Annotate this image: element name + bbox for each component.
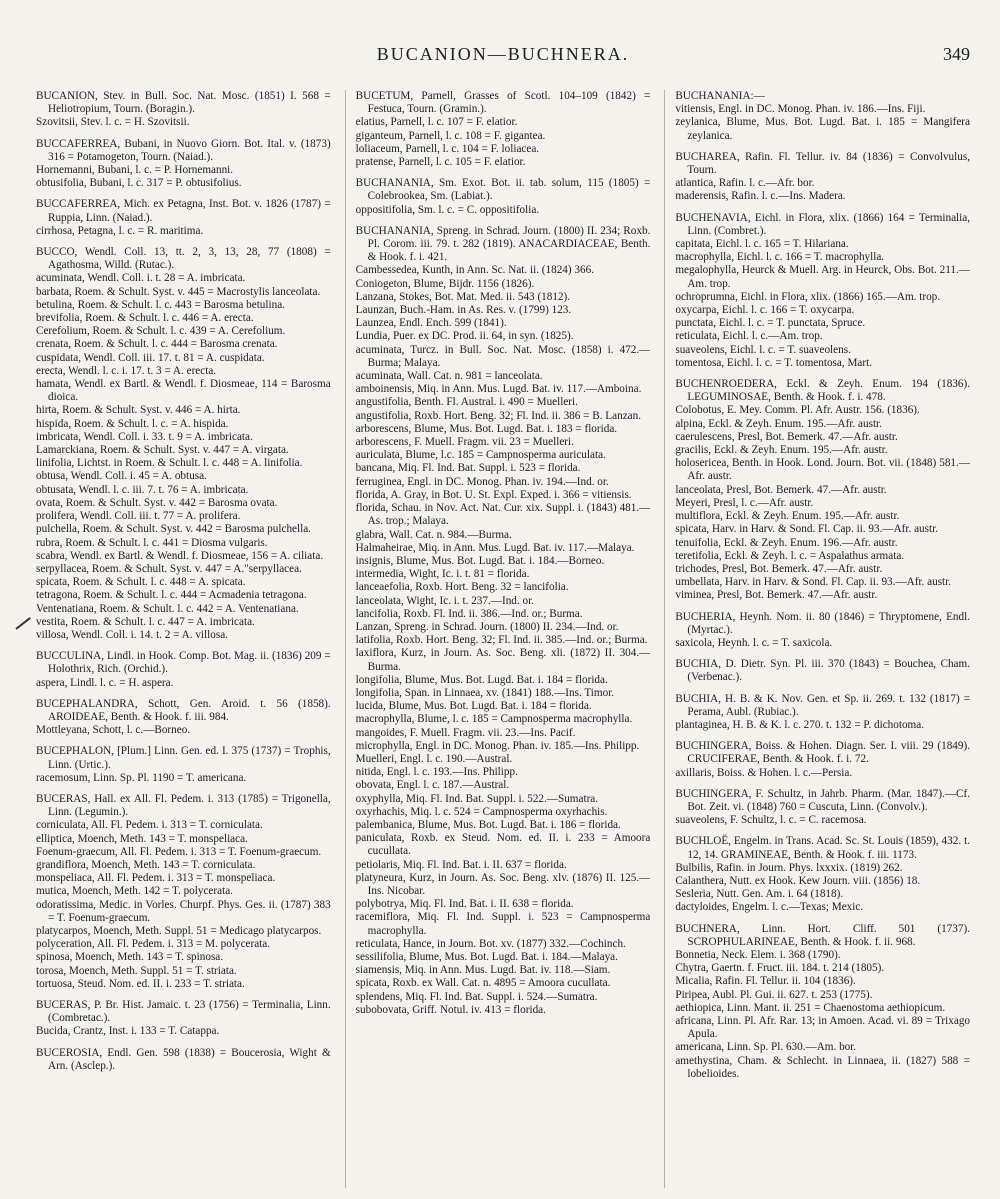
entry-subline: macrophylla, Eichl. l. c. 166 = T. macrophylla. <box>675 251 885 264</box>
dictionary-entry <box>36 1047 331 1073</box>
entry-subline: spicata, Roem. & Schult. l. c. 448 = A. spicata. <box>36 576 246 589</box>
entry-subline: corniculata, All. Fl. Pedem. i. 313 = T. corniculata. <box>36 819 263 832</box>
entry-subline: Ventenatiana, Roem. & Schult. l. c. 442 = A. Ventenatiana. <box>36 602 299 615</box>
entry-heading: BUCEPHALANDRA, Schott, Gen. Aroid. t. 56 (1858). AROIDEAE, Benth. & Hook. f. iii. 984. <box>36 697 331 723</box>
entry-subline: aspera, Lindl. l. c. = H. aspera. <box>36 676 174 689</box>
dictionary-entry <box>675 90 970 143</box>
entry-subline: Bonnetia, Neck. Elem. i. 368 (1790). <box>675 948 841 961</box>
entry-heading: BUCHENAVIA, Eichl. in Flora, xlix. (1866) 164 = Terminalia, Linn. (Combret.). <box>675 211 971 237</box>
dictionary-entry <box>675 923 970 1081</box>
entry-subline: platyneura, Kurz, in Journ. As. Soc. Beng. xlv. (1876) II. 125.—Ins. Nicobar. <box>355 871 651 897</box>
entry-subline: ochroprumna, Eichl. in Flora, xlix. (1866) 165.—Am. trop. <box>675 290 941 303</box>
dictionary-entry <box>36 138 331 191</box>
entry-subline: obtusata, Wendl. l. c. iii. 7. t. 76 = A. imbricata. <box>36 483 249 496</box>
entry-subline: angustifolia, Roxb. Hort. Beng. 32; Fl. Ind. ii. 386 = B. Lanzan. <box>355 409 642 422</box>
entry-subline: grandiflora, Moench, Meth. 143 = T. corniculata. <box>36 858 256 871</box>
entry-subline: elatius, Parnell, l. c. 107 = F. elatior. <box>355 116 518 129</box>
entry-subline: dactyloides, Engelm. l. c.—Texas; Mexic. <box>675 901 864 914</box>
entry-subline: Mottleyana, Schott, l. c.—Borneo. <box>36 724 191 737</box>
text-columns <box>36 90 970 1188</box>
dictionary-entry <box>36 698 331 738</box>
entry-subline: Micalia, Rafin. Fl. Tellur. ii. 104 (1836). <box>675 975 856 988</box>
entry-subline: viminea, Presl, Bot. Bemerk. 47.—Afr. austr. <box>675 589 878 602</box>
dictionary-entry <box>36 246 331 642</box>
entry-subline: teretifolia, Eckl. & Zeyh. l. c. = Aspalathus armata. <box>675 549 905 562</box>
entry-subline: oxyrhachis, Miq. l. c. 524 = Campnosperma oxyrhachis. <box>355 805 608 818</box>
entry-subline: monspeliaca, All. Fl. Pedem. i. 313 = T. monspeliaca. <box>36 872 276 885</box>
margin-pencil-mark <box>15 617 30 630</box>
entry-heading: BUCEPHALON, [Plum.] Linn. Gen. ed. I. 375 (1737) = Trophis, Linn. (Urtic.). <box>36 745 331 771</box>
entry-subline: rubra, Roem. & Schult. l. c. 441 = Diosma vulgaris. <box>36 536 268 549</box>
column-1 <box>36 90 331 1188</box>
entry-heading: BUCHANANIA, Sm. Exot. Bot. ii. tab. solum, 115 (1805) = Colebrookea, Sm. (Labiat.). <box>355 177 651 203</box>
entry-subline: spicata, Roxb. ex Wall. Cat. n. 4895 = Amoora cucullata. <box>355 977 611 990</box>
entry-heading: BUCCO, Wendl. Coll. 13, tt. 2, 3, 13, 28, 77 (1808) = Agathosma, Willd. (Rutac.). <box>36 246 331 272</box>
entry-subline: glabra, Wall. Cat. n. 984.—Burma. <box>355 528 512 541</box>
entry-heading: BUCCAFERREA, Mich. ex Petagna, Inst. Bot. v. 1826 (1787) = Ruppia, Linn. (Naiad.). <box>36 198 331 224</box>
entry-subline: oxyphylla, Miq. Fl. Ind. Bat. Suppl. i. 522.—Sumatra. <box>355 792 599 805</box>
entry-heading: BUCHINGERA, F. Schultz, in Jahrb. Pharm. (Mar. 1847).—Cf. Bot. Zeit. vi. (1848) 760 = Cuscuta, Linn. (Convolv.). <box>675 787 971 813</box>
entry-subline: Cerefolium, Roem. & Schult. l. c. 439 = A. Cerefolium. <box>36 325 286 338</box>
entry-subline: Coniogeton, Blume, Bijdr. 1156 (1826). <box>355 277 535 290</box>
entry-subline: vitiensis, Engl. in DC. Monog. Phan. iv. 186.—Ins. Fiji. <box>675 103 926 116</box>
entry-subline: polyceration, All. Fl. Pedem. i. 313 = M. polycerata. <box>36 938 271 951</box>
entry-subline: lanceaefolia, Roxb. Hort. Beng. 32 = lancifolia. <box>355 581 569 594</box>
entry-heading: BUCEROSIA, Endl. Gen. 598 (1838) = Boucerosia, Wight & Arn. (Asclep.). <box>36 1046 331 1072</box>
dictionary-entry <box>36 650 331 690</box>
entry-heading: BUCHIA, H. B. & K. Nov. Gen. et Sp. ii. 269. t. 132 (1817) = Perama, Aubl. (Rubiac.). <box>675 692 971 718</box>
entry-subline: cuspidata, Wendl. Coll. iii. 17. t. 81 = A. cuspidata. <box>36 351 265 364</box>
dictionary-entry <box>36 745 331 785</box>
entry-subline: Szovitsii, Stev. l. c. = H. Szovitsii. <box>36 116 190 129</box>
entry-subline: florida, Schau. in Nov. Act. Nat. Cur. xix. Suppl. i. (1843) 481.—As. trop.; Malaya. <box>355 502 651 528</box>
entry-subline: mutica, Moench, Meth. 142 = T. polycerata. <box>36 885 233 898</box>
entry-subline: tetragona, Roem. & Schult. l. c. 444 = Acmadenia tetragona. <box>36 589 307 602</box>
entry-subline: Sesleria, Nutt. Gen. Am. i. 64 (1818). <box>675 888 844 901</box>
entry-subline: acuminata, Wendl. Coll. i. t. 28 = A. imbricata. <box>36 272 246 285</box>
entry-subline: Calanthera, Nutt. ex Hook. Kew Journ. viii. (1856) 18. <box>675 874 921 887</box>
entry-subline: Lundia, Puer. ex DC. Prod. ii. 64, in syn. (1825). <box>355 330 574 343</box>
entry-subline: longifolia, Span. in Linnaea, xv. (1841) 188.—Ins. Timor. <box>355 686 615 699</box>
dictionary-entry <box>36 90 331 130</box>
dictionary-entry <box>36 999 331 1039</box>
entry-subline: betulina, Roem. & Schult. l. c. 443 = Barosma betulina. <box>36 298 285 311</box>
column-3 <box>664 90 970 1188</box>
entry-subline: paniculata, Roxb. ex Steud. Nom. ed. II. i. 233 = Amoora cucullata. <box>355 832 651 858</box>
entry-subline: angustifolia, Benth. Fl. Austral. i. 490 = Muelleri. <box>355 396 578 409</box>
dictionary-entry <box>675 693 970 733</box>
entry-subline: hirta, Roem. & Schult. Syst. v. 446 = A. hirta. <box>36 404 241 417</box>
dictionary-entry <box>675 611 970 651</box>
entry-subline: Muelleri, Engl. l. c. 190.—Austral. <box>355 752 513 765</box>
entry-heading: BUCERAS, Hall. ex All. Fl. Pedem. i. 313 (1785) = Trigonella, Linn. (Legumin.). <box>36 792 331 819</box>
entry-heading: BUCCAFERREA, Bubani, in Nuovo Giorn. Bot. Ital. v. (1873) 316 = Potamogeton, Tourn. (Naiad.). <box>36 137 331 163</box>
entry-subline: florida, A. Gray, in Bot. U. St. Expl. Exped. i. 366 = vitiensis. <box>355 488 632 501</box>
entry-subline: torosa, Moench, Meth. Suppl. 51 = T. striata. <box>36 964 237 977</box>
entry-subline: intermedia, Wight, Ic. i. t. 81 = florida. <box>355 568 530 581</box>
entry-heading: BUCHINGERA, Boiss. & Hohen. Diagn. Ser. I. viii. 29 (1849). CRUCIFERAE, Benth. & Hook. f. i. 72. <box>675 740 971 766</box>
dictionary-entry <box>675 378 970 602</box>
running-head: BUCANION—BUCHNERA. <box>376 44 630 64</box>
dictionary-entry <box>675 151 970 204</box>
entry-heading: BUCERAS, P. Br. Hist. Jamaic. t. 23 (1756) = Terminalia, Linn. (Combretac.). <box>36 999 331 1025</box>
entry-subline: longifolia, Blume, Mus. Bot. Lugd. Bat. i. 184 = florida. <box>355 673 608 686</box>
entry-heading: BUCHAREA, Rafin. Fl. Tellur. iv. 84 (1836) = Convolvulus, Tourn. <box>675 150 971 177</box>
dictionary-entry <box>36 793 331 991</box>
entry-subline: oppositifolia, Sm. l. c. = C. oppositifolia. <box>355 203 540 216</box>
entry-heading: BUCANION, Stev. in Bull. Soc. Nat. Mosc. (1851) I. 568 = Heliotropium, Tourn. (Boragin.). <box>36 90 331 116</box>
page-header <box>36 44 970 74</box>
entry-subline: Chytra, Gaertn. f. Fruct. iii. 184. t. 214 (1805). <box>675 962 885 975</box>
dictionary-entry <box>675 740 970 780</box>
entry-subline: insignis, Blume, Mus. Bot. Lugd. Bat. i. 184.—Borneo. <box>355 554 605 567</box>
entry-subline: tenuifolia, Eckl. & Zeyh. Enum. 196.—Afr. austr. <box>675 536 898 549</box>
entry-subline: Halmaheirae, Miq. in Ann. Mus. Lugd. Bat. iv. 117.—Malaya. <box>355 541 635 554</box>
entry-subline: erecta, Wendl. l. c. i. 17. t. 3 = A. erecta. <box>36 364 217 377</box>
entry-subline: Lanzana, Stokes, Bot. Mat. Med. ii. 543 (1812). <box>355 290 571 303</box>
entry-subline: oxycarpa, Eichl. l. c. 166 = T. oxycarpa. <box>675 304 855 317</box>
entry-subline: linifolia, Lichtst. in Roem. & Schult. l. c. 448 = A. linifolia. <box>36 457 303 470</box>
entry-subline: acuminata, Turcz. in Bull. Soc. Nat. Mosc. (1858) i. 472.—Burma; Malaya. <box>355 343 651 369</box>
entry-subline: Lamarckiana, Roem. & Schult. Syst. v. 447 = A. virgata. <box>36 444 289 457</box>
entry-subline: gracilis, Eckl. & Zeyh. Enum. 195.—Afr. austr. <box>675 444 888 457</box>
entry-subline: splendens, Miq. Fl. Ind. Bat. Suppl. i. 524.—Sumatra. <box>355 990 598 1003</box>
entry-subline: tomentosa, Eichl. l. c. = T. tomentosa, Mart. <box>675 356 873 369</box>
entry-subline: lucida, Blume, Mus. Bot. Lugd. Bat. i. 184 = florida. <box>355 700 592 713</box>
dictionary-entry <box>675 212 970 370</box>
entry-subline: crenata, Roem. & Schult. l. c. 444 = Barosma crenata. <box>36 338 278 351</box>
entry-heading: BUCHLOË, Engelm. in Trans. Acad. Sc. St. Louis (1859), 432. t. 12, 14. GRAMINEAE, Benth. & Hook. f. iii. 1173. <box>675 835 971 861</box>
entry-heading: BUCHANANIA:— <box>675 90 765 102</box>
entry-subline: punctata, Eichl. l. c. = T. punctata, Spruce. <box>675 317 866 330</box>
dictionary-entry <box>675 788 970 828</box>
entry-subline: odoratissima, Medic. in Vorles. Churpf. Phys. Ges. ii. (1787) 383 = T. Foenum-graecum. <box>36 898 331 924</box>
entry-subline: imbricata, Wendl. Coll. i. 33. t. 9 = A. imbricata. <box>36 430 253 443</box>
entry-subline: arborescens, F. Muell. Fragm. vii. 23 = Muelleri. <box>355 436 574 449</box>
entry-subline: cirrhosa, Petagna, l. c. = R. maritima. <box>36 224 204 237</box>
entry-subline: ovata, Roem. & Schult. Syst. v. 442 = Barosma ovata. <box>36 496 278 509</box>
entry-subline: obtusa, Wendl. Coll. i. 45 = A. obtusa. <box>36 470 207 483</box>
entry-subline: amboinensis, Miq. in Ann. Mus. Lugd. Bat. iv. 117.—Amboina. <box>355 383 642 396</box>
entry-subline: brevifolia, Roem. & Schult. l. c. 446 = A. erecta. <box>36 312 254 325</box>
entry-subline: pulchella, Roem. & Schult. Syst. v. 442 = Barosma pulchella. <box>36 523 311 536</box>
entry-subline: Lanzan, Spreng. in Schrad. Journ. (1800) II. 234.—Ind. or. <box>355 620 619 633</box>
entry-subline: Launzan, Buch.-Ham. in As. Res. v. (1799) 123. <box>355 304 572 317</box>
entry-subline: africana, Linn. Pl. Afr. Rar. 13; in Amoen. Acad. vi. 89 = Trixago Apula. <box>675 1015 971 1041</box>
entry-subline: capitata, Eichl. l. c. 165 = T. Hilariana. <box>675 238 849 251</box>
entry-subline: Meyeri, Presl, l. c.—Afr. austr. <box>675 496 814 509</box>
column-2 <box>345 90 651 1188</box>
entry-subline: palembanica, Blume, Mus. Bot. Lugd. Bat. i. 186 = florida. <box>355 818 621 831</box>
entry-subline: aethiopica, Linn. Mant. ii. 251 = Chaenostoma aethiopicum. <box>675 1001 946 1014</box>
entry-subline: serpyllacea, Roem. & Schult. Syst. v. 447 = A."serpyllacea. <box>36 562 302 575</box>
entry-subline: axillaris, Boiss. & Hohen. l. c.—Persia. <box>675 766 853 779</box>
entry-subline: villosa, Wendl. Coll. i. 14. t. 2 = A. villosa. <box>36 628 228 641</box>
entry-heading: BUCHERIA, Heynh. Nom. ii. 80 (1846) = Thryptomene, Endl. (Myrtac.). <box>675 610 971 636</box>
entry-subline: multiflora, Eckl. & Zeyh. Enum. 195.—Afr. austr. <box>675 510 900 523</box>
entry-subline: suaveolens, Eichl. l. c. = T. suaveolens. <box>675 343 851 356</box>
entry-subline: Bucida, Crantz, Inst. i. 133 = T. Catappa. <box>36 1025 220 1038</box>
entry-subline: megalophylla, Heurck & Muell. Arg. in Heurck, Obs. Bot. 211.—Am. trop. <box>675 264 971 290</box>
entry-subline: acuminata, Wall. Cat. n. 981 = lanceolata. <box>355 370 543 383</box>
entry-subline: maderensis, Rafin. l. c.—Ins. Madera. <box>675 190 846 203</box>
entry-subline: umbellata, Harv. in Harv. & Sond. Fl. Cap. ii. 93.—Afr. austr. <box>675 576 952 589</box>
entry-subline: elliptica, Moench, Meth. 143 = T. monspeliaca. <box>36 832 248 845</box>
dictionary-entry <box>356 90 651 169</box>
entry-subline: hispida, Roem. & Schult. l. c. = A. hispida. <box>36 417 229 430</box>
entry-subline: saxicola, Heynh. l. c. = T. saxicola. <box>675 636 833 649</box>
entry-subline: vestita, Roem. & Schult. l. c. 447 = A. imbricata. <box>36 615 255 628</box>
entry-subline: holosericea, Benth. in Hook. Lond. Journ. Bot. vii. (1848) 581.—Afr. austr. <box>675 457 971 483</box>
entry-subline: racemiflora, Miq. Fl. Ind. Suppl. i. 523 = Campnosperma macrophylla. <box>355 911 651 937</box>
entry-subline: Launzea, Endl. Ench. 599 (1841). <box>355 317 507 330</box>
entry-subline: auriculata, Blume, l.c. 185 = Campnosperma auriculata. <box>355 449 606 462</box>
entry-subline: zeylanica, Blume, Mus. Bot. Lugd. Bat. i. 185 = Mangifera zeylanica. <box>675 116 971 142</box>
entry-subline: alpina, Eckl. & Zeyh. Enum. 195.—Afr. austr. <box>675 417 882 430</box>
entry-subline: racemosum, Linn. Sp. Pl. 1190 = T. americana. <box>36 771 247 784</box>
entry-heading: BUCETUM, Parnell, Grasses of Scotl. 104–109 (1842) = Festuca, Tourn. (Gramin.). <box>355 90 651 116</box>
entry-subline: americana, Linn. Sp. Pl. 630.—Am. bor. <box>675 1041 857 1054</box>
entry-subline: atlantica, Rafin. l. c.—Afr. bor. <box>675 177 815 190</box>
entry-subline: loliaceum, Parnell, l. c. 104 = F. loliacea. <box>355 142 540 155</box>
entry-subline: plantaginea, H. B. & K. l. c. 270. t. 132 = P. dichotoma. <box>675 718 925 731</box>
entry-subline: Piripea, Aubl. Pl. Gui. ii. 627. t. 253 (1775). <box>675 988 873 1001</box>
entry-subline: platycarpos, Moench, Meth. Suppl. 51 = Medicago platycarpos. <box>36 924 322 937</box>
entry-subline: scabra, Wendl. ex Bartl. & Wendl. f. Diosmeae, 156 = A. ciliata. <box>36 549 324 562</box>
entry-heading: BUCHIA, D. Dietr. Syn. Pl. iii. 370 (1843) = Bouchea, Cham. (Verbenac.). <box>675 658 971 684</box>
entry-subline: Colobotus, E. Mey. Comm. Pl. Afr. Austr. 156. (1836). <box>675 404 920 417</box>
entry-subline: ferruginea, Engl. in DC. Monog. Phan. iv. 194.—Ind. or. <box>355 475 609 488</box>
entry-subline: tortuosa, Steud. Nom. ed. II. i. 233 = T. striata. <box>36 977 245 990</box>
dictionary-entry <box>675 658 970 684</box>
entry-subline: microphylla, Engl. in DC. Monog. Phan. iv. 185.—Ins. Philipp. <box>355 739 640 752</box>
entry-subline: siamensis, Miq. in Ann. Mus. Lugd. Bat. iv. 118.—Siam. <box>355 964 611 977</box>
dictionary-entry <box>356 177 651 217</box>
entry-subline: Hornemanni, Bubani, l. c. = P. Hornemanni. <box>36 164 234 177</box>
dictionary-entry <box>356 225 651 1017</box>
entry-subline: polybotrya, Miq. Fl. Ind. Bat. i. II. 638 = florida. <box>355 898 574 911</box>
entry-subline: pratense, Parnell, l. c. 105 = F. elatior. <box>355 156 526 169</box>
entry-subline: Cambessedea, Kunth, in Ann. Sc. Nat. ii. (1824) 366. <box>355 264 594 277</box>
entry-subline: macrophylla, Blume, l. c. 185 = Campnosperma macrophylla. <box>355 713 633 726</box>
entry-heading: BUCHANANIA, Spreng. in Schrad. Journ. (1800) II. 234; Roxb. Pl. Corom. iii. 79. t. 282 (1819). ANACARDIACEAE, Benth. & Hook. f. i. 421. <box>355 224 651 264</box>
entry-subline: trichodes, Presl, Bot. Bemerk. 47.—Afr. austr. <box>675 562 883 575</box>
entry-heading: BUCHNERA, Linn. Hort. Cliff. 501 (1737). SCROPHULARINEAE, Benth. & Hook. f. ii. 968. <box>675 922 971 948</box>
page-number: 349 <box>943 44 970 64</box>
entry-subline: lanceolata, Wight, Ic. i. t. 237.—Ind. or. <box>355 594 534 607</box>
entry-subline: Foenum-graecum, All. Fl. Pedem. i. 313 = T. Foenum-graecum. <box>36 845 322 858</box>
entry-subline: petiolaris, Miq. Fl. Ind. Bat. i. II. 637 = florida. <box>355 858 567 871</box>
entry-subline: bancana, Miq. Fl. Ind. Bat. Suppl. i. 523 = florida. <box>355 462 581 475</box>
entry-subline: lancifolia, Roxb. Fl. Ind. ii. 386.—Ind. or.; Burma. <box>355 607 583 620</box>
entry-subline: arborescens, Blume, Mus. Bot. Lugd. Bat. i. 183 = florida. <box>355 422 618 435</box>
entry-subline: hamata, Wendl. ex Bartl. & Wendl. f. Diosmeae, 114 = Barosma dioica. <box>36 378 331 404</box>
entry-subline: obtusifolia, Bubani, l. c. 317 = P. obtusifolius. <box>36 177 242 190</box>
entry-subline: sessilifolia, Blume, Mus. Bot. Lugd. Bat. i. 184.—Malaya. <box>355 951 618 963</box>
entry-subline: Bulbilis, Rafin. in Journ. Phys. lxxxix. (1819) 262. <box>675 861 903 874</box>
entry-subline: subobovata, Griff. Notul. iv. 413 = florida. <box>355 1003 546 1016</box>
entry-subline: amethystina, Cham. & Schlecht. in Linnaea, ii. (1827) 588 = lobelioides. <box>675 1054 971 1080</box>
entry-subline: caerulescens, Presl, Bot. Bemerk. 47.—Afr. austr. <box>675 430 898 443</box>
entry-subline: spicata, Harv. in Harv. & Sond. Fl. Cap. ii. 93.—Afr. austr. <box>675 523 939 536</box>
dictionary-entry <box>675 835 970 914</box>
entry-subline: mangoides, F. Muell. Fragm. vii. 23.—Ins. Pacif. <box>355 726 576 739</box>
entry-subline: nitida, Engl. l. c. 193.—Ins. Philipp. <box>355 766 518 779</box>
entry-subline: barbata, Roem. & Schult. Syst. v. 445 = Macrostylis lanceolata. <box>36 285 321 298</box>
entry-heading: BUCCULINA, Lindl. in Hook. Comp. Bot. Mag. ii. (1836) 209 = Holothrix, Rich. (Orchid.). <box>36 650 331 676</box>
entry-subline: laxiflora, Kurz, in Journ. As. Soc. Beng. xli. (1872) II. 304.—Burma. <box>355 647 651 673</box>
entry-subline: prolifera, Wendl. Coll. iii. t. 77 = A. prolifera. <box>36 510 241 523</box>
entry-subline: lanceolata, Presl, Bot. Bemerk. 47.—Afr. austr. <box>675 483 887 496</box>
entry-subline: giganteum, Parnell, l. c. 108 = F. gigantea. <box>355 129 546 142</box>
entry-subline: reticulata, Eichl. l. c.—Am. trop. <box>675 330 823 343</box>
entry-heading: BUCHENROEDERA, Eckl. & Zeyh. Enum. 194 (1836). LEGUMINOSAE, Benth. & Hook. f. i. 478. <box>675 378 971 404</box>
entry-subline: obovata, Engl. l. c. 187.—Austral. <box>355 779 510 792</box>
entry-subline: reticulata, Hance, in Journ. Bot. xv. (1877) 332.—Cochinch. <box>355 937 626 950</box>
entry-subline: latifolia, Roxb. Hort. Beng. 32; Fl. Ind. ii. 385.—Ind. or.; Burma. <box>355 634 648 647</box>
entry-subline: spinosa, Moench, Meth. 143 = T. spinosa. <box>36 951 224 964</box>
entry-subline: suaveolens, F. Schultz, l. c. = C. racemosa. <box>675 814 867 827</box>
dictionary-entry <box>36 198 331 238</box>
